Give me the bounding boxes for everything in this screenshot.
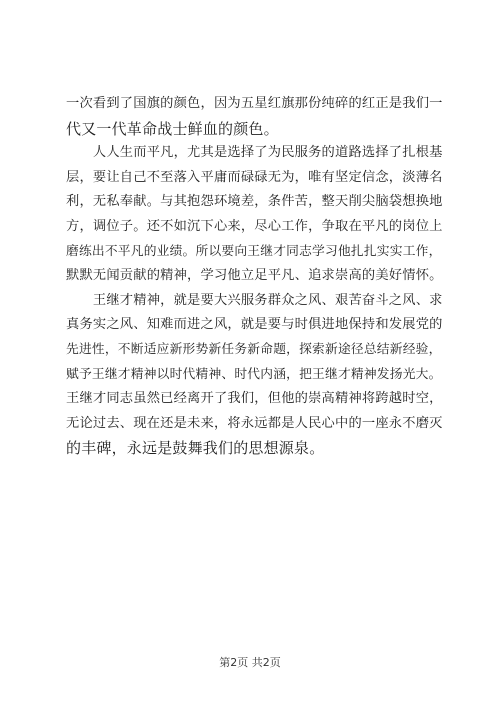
text-line: 王继才同志虽然已经离开了我们，但他的崇高精神将跨越时空， [66,391,443,407]
text-line: 先进性，不断适应新形势新任务新命题，探索新途径总结新经验， [66,341,442,357]
text-line: 代又一代革命战士鲜血的颜色。 [66,119,279,138]
text-line: 赋予王继才精神以时代精神、时代内涵，把王继才精神发扬光大。 [66,366,442,382]
text-line: 真务实之风、知难而进之风，就是要与时俱进地保持和发展党的 [66,317,443,333]
text-line: 无论过去、现在还是未来，将永远都是人民心中的一座永不磨灭 [66,415,443,431]
text-line: 磨练出不平凡的业绩。所以要向王继才同志学习他扎扎实实工作， [66,243,442,259]
text-line: 层，要让自己不至落入平庸而碌碌无为，唯有坚定信念，淡薄名 [66,169,443,185]
text-line: 一次看到了国旗的颜色，因为五星红旗那份纯碎的红正是我们一 [66,96,443,111]
text-line: 利，无私奉献。与其抱怨环境差，条件苦，整天削尖脑袋想换地 [66,194,443,210]
page-number-footer: 第2页 共2页 [219,656,281,669]
text-line: 王继才精神，就是要大兴服务群众之风、艰苦奋斗之风、求 [66,292,443,308]
body-text [66,92,446,461]
text-line: 人人生而平凡，尤其是选择了为民服务的道路选择了扎根基 [66,145,443,161]
text-line: 的丰碑，永远是鼓舞我们的思想源泉。 [66,439,325,458]
text-line: 默默无闻贡献的精神，学习他立足平凡、追求崇高的美好情怀。 [66,268,443,284]
text-line: 方，调位子。还不如沉下心来，尽心工作，争取在平凡的岗位上 [66,218,443,234]
